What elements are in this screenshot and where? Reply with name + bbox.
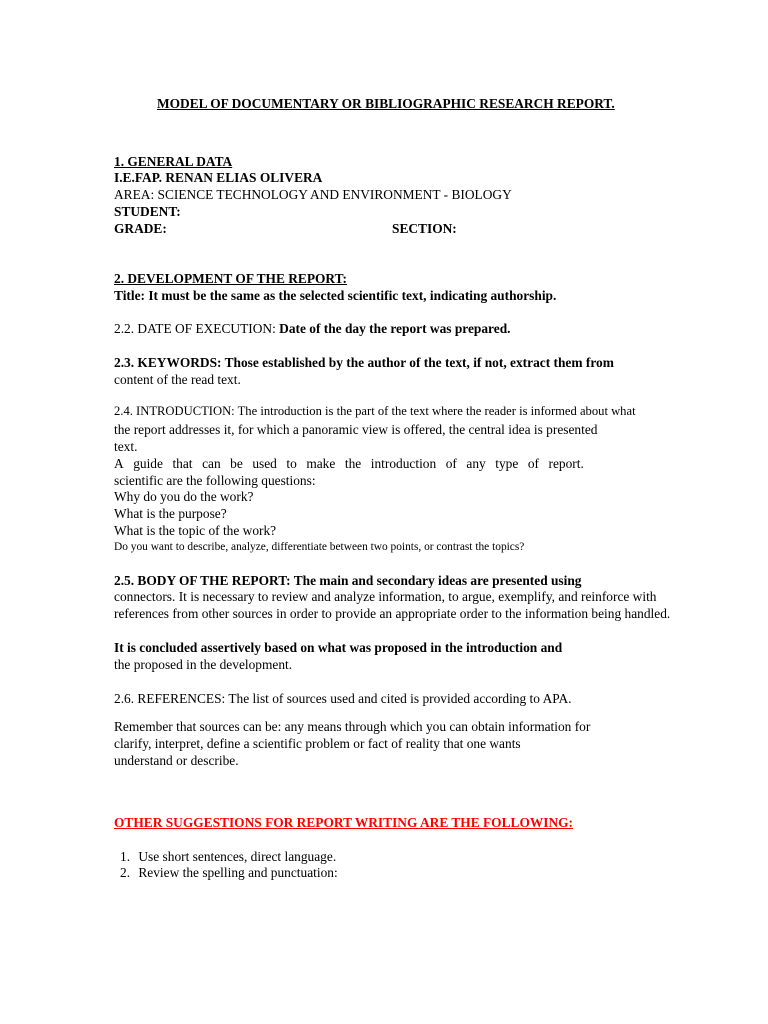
- guide-word: of: [527, 456, 539, 471]
- school-name: I.E.FAP. RENAN ELIAS OLIVERA: [114, 170, 323, 185]
- list-item-text: Use short sentences, direct language.: [138, 849, 337, 864]
- guide-line-2: scientific are the following questions:: [114, 473, 316, 488]
- body-line-2: connectors. It is necessary to review and analyze information, to argue, exemplify, and reinforce with: [114, 589, 657, 604]
- guide-word: can: [202, 456, 221, 471]
- development-heading-text: 2. DEVELOPMENT OF THE REPORT:: [114, 271, 348, 286]
- conclusion-line-1: It is concluded assertively based on what was proposed in the introduction and: [114, 640, 563, 655]
- body-line-1: 2.5. BODY OF THE REPORT: The main and secondary ideas are presented using: [114, 573, 582, 588]
- intro-line-1: 2.4. INTRODUCTION: The introduction is the part of the text where the reader is informed about what: [114, 404, 636, 418]
- document-title-text: MODEL OF DOCUMENTARY OR BIBLIOGRAPHIC RESEARCH REPORT.: [157, 96, 615, 111]
- keywords-line-2: content of the read text.: [114, 372, 241, 387]
- date-label: 2.2. DATE OF EXECUTION:: [114, 321, 276, 336]
- list-item-number: 1.: [120, 849, 131, 864]
- guide-word: guide: [133, 456, 163, 471]
- intro-line-2: the report addresses it, for which a panoramic view is offered, the central idea is presented: [114, 422, 598, 437]
- grade-label: GRADE:: [114, 221, 167, 236]
- guide-word: type: [495, 456, 519, 471]
- document-title: [157, 95, 615, 112]
- date-text: Date of the day the report was prepared.: [279, 321, 511, 336]
- date-of-execution: [114, 320, 511, 337]
- guide-word: that: [172, 456, 193, 471]
- list-item-number: 2.: [120, 865, 131, 880]
- keywords-line-1: 2.3. KEYWORDS: Those established by the author of the text, if not, extract them from: [114, 355, 614, 370]
- question-item: Why do you do the work?: [114, 489, 254, 504]
- list-item-text: Review the spelling and punctuation:: [138, 865, 338, 880]
- remember-line-2: clarify, interpret, define a scientific problem or fact of reality that one wants: [114, 736, 521, 751]
- general-data-heading-text: 1. GENERAL DATA: [114, 154, 233, 169]
- guide-word: to: [286, 456, 297, 471]
- guide-word: introduction: [370, 456, 437, 471]
- section-label: SECTION:: [392, 221, 457, 236]
- guide-word: be: [230, 456, 243, 471]
- remember-line-1: Remember that sources can be: any means through which you can obtain information for: [114, 719, 591, 734]
- guide-line-1: [114, 455, 584, 472]
- intro-line-3: text.: [114, 439, 138, 454]
- suggestions-heading: [114, 814, 573, 831]
- guide-word: A: [114, 456, 124, 471]
- guide-word: report.: [548, 456, 584, 471]
- body-line-3: references from other sources in order to provide an appropriate order to the information being handled.: [114, 606, 671, 621]
- guide-word: make: [306, 456, 336, 471]
- question-item: What is the topic of the work?: [114, 523, 277, 538]
- question-small: Do you want to describe, analyze, differentiate between two points, or contrast the topics?: [114, 541, 525, 553]
- list-item: [120, 864, 338, 881]
- development-heading: [114, 270, 347, 287]
- guide-word: of: [445, 456, 457, 471]
- general-data-heading: [114, 153, 232, 170]
- area-line: AREA: SCIENCE TECHNOLOGY AND ENVIRONMENT - BIOLOGY: [114, 187, 512, 202]
- student-label: STUDENT:: [114, 204, 181, 219]
- guide-word: used: [252, 456, 277, 471]
- title-instruction: Title: It must be the same as the selected scientific text, indicating authorship.: [114, 288, 557, 303]
- question-item: What is the purpose?: [114, 506, 227, 521]
- remember-line-3: understand or describe.: [114, 753, 239, 768]
- guide-word: any: [466, 456, 486, 471]
- guide-word: the: [344, 456, 362, 471]
- suggestions-heading-text: OTHER SUGGESTIONS FOR REPORT WRITING ARE THE FOLLOWING:: [114, 815, 574, 830]
- list-item: [120, 848, 336, 865]
- references-line: 2.6. REFERENCES: The list of sources used and cited is provided according to APA.: [114, 691, 572, 706]
- conclusion-line-2: the proposed in the development.: [114, 657, 293, 672]
